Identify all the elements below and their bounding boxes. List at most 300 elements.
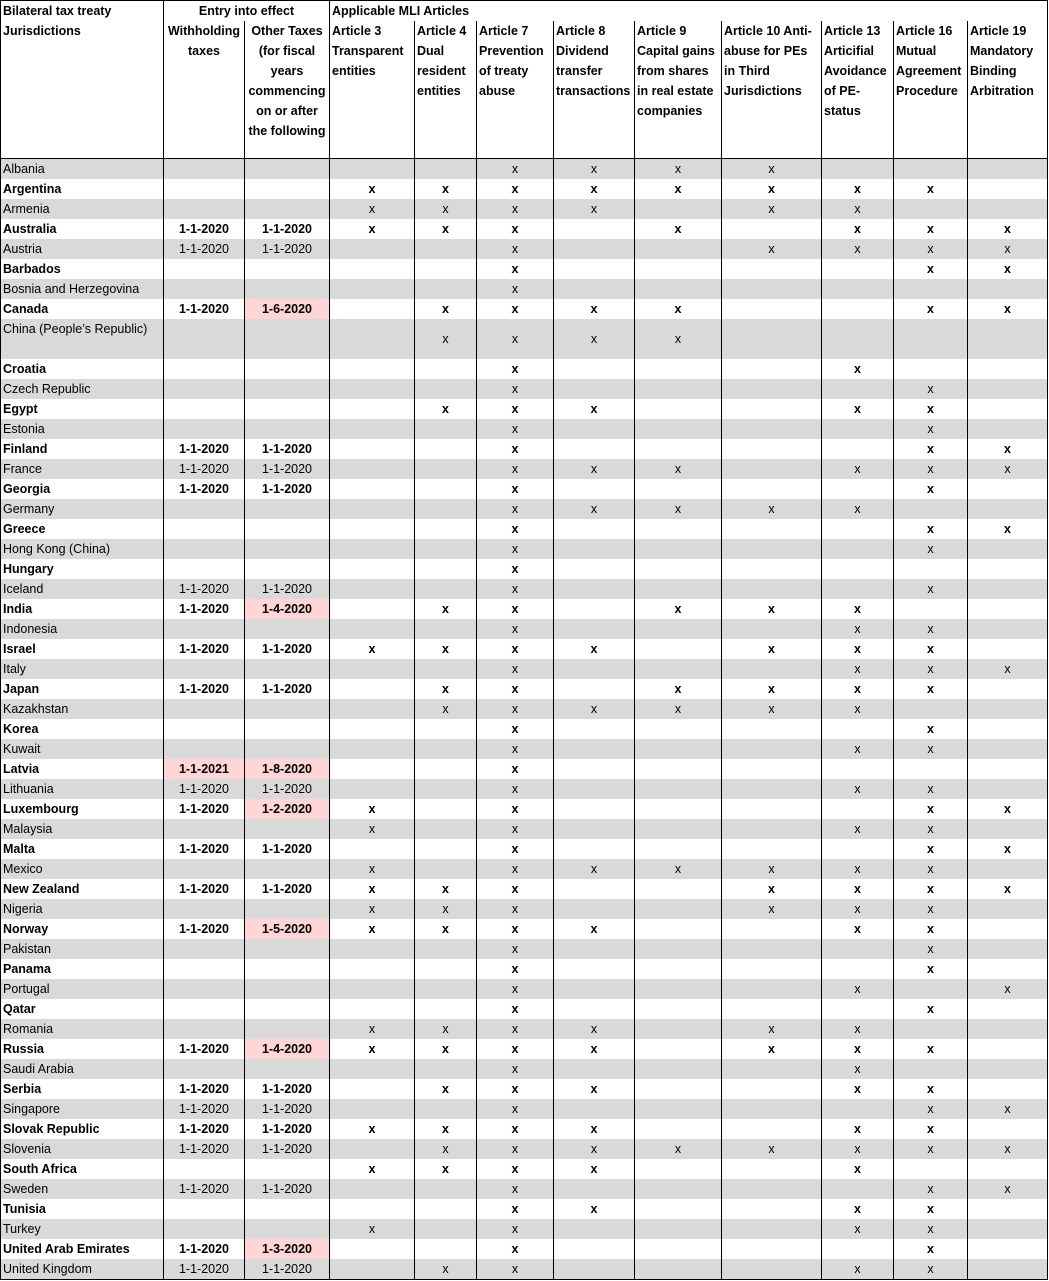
jurisdiction-name: Singapore xyxy=(1,1099,164,1119)
jurisdiction-name: United Arab Emirates xyxy=(1,1239,164,1259)
withholding-date: 1-1-2020 xyxy=(164,839,245,859)
article-3-mark: x xyxy=(477,639,554,659)
article-2-mark: x xyxy=(415,1019,477,1039)
article-4-mark xyxy=(554,1219,635,1239)
article-7-mark: x xyxy=(822,619,894,639)
article-1-mark xyxy=(330,379,415,399)
withholding-date xyxy=(164,719,245,739)
jurisdiction-name: Saudi Arabia xyxy=(1,1059,164,1079)
article-7-mark: x xyxy=(822,1059,894,1079)
article-2-mark xyxy=(415,359,477,379)
article-5-mark xyxy=(635,1219,722,1239)
article-9-mark xyxy=(968,319,1048,359)
article-8-mark xyxy=(894,1019,968,1039)
article-3-mark: x xyxy=(477,1079,554,1099)
article-6-mark xyxy=(722,919,822,939)
article-4-mark: x xyxy=(554,699,635,719)
jurisdiction-name: India xyxy=(1,599,164,619)
article-2-mark xyxy=(415,159,477,180)
article-5-mark: x xyxy=(635,499,722,519)
article-2-mark xyxy=(415,1219,477,1239)
article-5-mark xyxy=(635,359,722,379)
article-5-mark: x xyxy=(635,319,722,359)
header-article-3: Article 7 Prevention of treaty abuse xyxy=(477,21,554,159)
withholding-date xyxy=(164,259,245,279)
article-4-mark xyxy=(554,219,635,239)
article-3-mark: x xyxy=(477,999,554,1019)
header-article-6: Article 10 Anti-abuse for PEs in Third Jurisdictions xyxy=(722,21,822,159)
other-taxes-date: 1-1-2020 xyxy=(245,219,330,239)
article-9-mark: x xyxy=(968,459,1048,479)
article-7-mark: x xyxy=(822,1019,894,1039)
other-taxes-date: 1-1-2020 xyxy=(245,1139,330,1159)
article-7-mark: x xyxy=(822,1039,894,1059)
article-6-mark xyxy=(722,1239,822,1259)
article-8-mark: x xyxy=(894,839,968,859)
article-2-mark: x xyxy=(415,319,477,359)
jurisdiction-name: Portugal xyxy=(1,979,164,999)
article-4-mark: x xyxy=(554,159,635,180)
withholding-date: 1-1-2020 xyxy=(164,1119,245,1139)
article-8-mark xyxy=(894,699,968,719)
article-1-mark xyxy=(330,159,415,180)
article-6-mark: x xyxy=(722,159,822,180)
article-8-mark: x xyxy=(894,879,968,899)
article-8-mark: x xyxy=(894,479,968,499)
article-3-mark: x xyxy=(477,879,554,899)
article-4-mark xyxy=(554,259,635,279)
article-1-mark xyxy=(330,279,415,299)
article-3-mark: x xyxy=(477,299,554,319)
header-withholding-taxes: Withholding taxes xyxy=(164,21,245,159)
article-6-mark xyxy=(722,619,822,639)
article-3-mark: x xyxy=(477,1199,554,1219)
article-3-mark: x xyxy=(477,779,554,799)
other-taxes-date xyxy=(245,279,330,299)
jurisdiction-name: Romania xyxy=(1,1019,164,1039)
withholding-date xyxy=(164,979,245,999)
article-6-mark xyxy=(722,1119,822,1139)
article-7-mark xyxy=(822,439,894,459)
article-3-mark: x xyxy=(477,619,554,639)
jurisdiction-name: Korea xyxy=(1,719,164,739)
jurisdiction-name: Malta xyxy=(1,839,164,859)
other-taxes-date xyxy=(245,899,330,919)
jurisdiction-name: Japan xyxy=(1,679,164,699)
article-1-mark xyxy=(330,579,415,599)
article-4-mark xyxy=(554,839,635,859)
article-7-mark: x xyxy=(822,779,894,799)
article-7-mark: x xyxy=(822,1159,894,1179)
other-taxes-date xyxy=(245,659,330,679)
jurisdiction-name: Panama xyxy=(1,959,164,979)
article-9-mark: x xyxy=(968,839,1048,859)
article-5-mark xyxy=(635,659,722,679)
table-row xyxy=(1,459,1048,479)
other-taxes-date xyxy=(245,699,330,719)
article-9-mark xyxy=(968,399,1048,419)
article-8-mark: x xyxy=(894,459,968,479)
article-6-mark xyxy=(722,1199,822,1219)
article-7-mark xyxy=(822,759,894,779)
article-4-mark: x xyxy=(554,1139,635,1159)
other-taxes-date xyxy=(245,1019,330,1039)
article-3-mark: x xyxy=(477,319,554,359)
article-1-mark: x xyxy=(330,859,415,879)
article-6-mark xyxy=(722,839,822,859)
article-4-mark xyxy=(554,1059,635,1079)
article-2-mark xyxy=(415,739,477,759)
article-4-mark xyxy=(554,899,635,919)
other-taxes-date: 1-1-2020 xyxy=(245,779,330,799)
article-7-mark: x xyxy=(822,239,894,259)
header-jurisdictions: Jurisdictions xyxy=(1,21,164,159)
article-9-mark: x xyxy=(968,979,1048,999)
article-7-mark: x xyxy=(822,859,894,879)
article-1-mark xyxy=(330,439,415,459)
header-article-5: Article 9 Capital gains from shares in real estate companies xyxy=(635,21,722,159)
jurisdiction-name: Slovenia xyxy=(1,1139,164,1159)
article-1-mark xyxy=(330,539,415,559)
article-8-mark xyxy=(894,1159,968,1179)
article-1-mark xyxy=(330,1199,415,1219)
article-5-mark xyxy=(635,899,722,919)
article-6-mark xyxy=(722,659,822,679)
article-7-mark: x xyxy=(822,1219,894,1239)
article-3-mark: x xyxy=(477,239,554,259)
table-row xyxy=(1,779,1048,799)
article-1-mark xyxy=(330,979,415,999)
table-row xyxy=(1,439,1048,459)
withholding-date xyxy=(164,859,245,879)
withholding-date xyxy=(164,1059,245,1079)
article-1-mark: x xyxy=(330,1039,415,1059)
article-8-mark: x xyxy=(894,239,968,259)
article-4-mark xyxy=(554,599,635,619)
article-9-mark xyxy=(968,479,1048,499)
other-taxes-date: 1-6-2020 xyxy=(245,299,330,319)
withholding-date: 1-1-2020 xyxy=(164,219,245,239)
article-2-mark xyxy=(415,1199,477,1219)
other-taxes-date xyxy=(245,1219,330,1239)
article-8-mark: x xyxy=(894,919,968,939)
jurisdiction-name: Austria xyxy=(1,239,164,259)
article-9-mark xyxy=(968,639,1048,659)
article-9-mark xyxy=(968,859,1048,879)
article-2-mark: x xyxy=(415,1079,477,1099)
withholding-date xyxy=(164,1159,245,1179)
article-5-mark: x xyxy=(635,599,722,619)
article-6-mark xyxy=(722,439,822,459)
article-7-mark: x xyxy=(822,179,894,199)
table-row xyxy=(1,679,1048,699)
article-1-mark: x xyxy=(330,899,415,919)
article-7-mark: x xyxy=(822,919,894,939)
article-3-mark: x xyxy=(477,179,554,199)
article-9-mark: x xyxy=(968,659,1048,679)
table-row xyxy=(1,299,1048,319)
article-9-mark xyxy=(968,359,1048,379)
jurisdiction-name: Qatar xyxy=(1,999,164,1019)
article-1-mark: x xyxy=(330,219,415,239)
article-7-mark xyxy=(822,1239,894,1259)
article-5-mark xyxy=(635,979,722,999)
article-9-mark xyxy=(968,939,1048,959)
other-taxes-date: 1-1-2020 xyxy=(245,679,330,699)
article-8-mark: x xyxy=(894,939,968,959)
article-1-mark xyxy=(330,1099,415,1119)
article-5-mark xyxy=(635,959,722,979)
article-1-mark: x xyxy=(330,639,415,659)
other-taxes-date: 1-1-2020 xyxy=(245,459,330,479)
article-8-mark: x xyxy=(894,579,968,599)
article-4-mark: x xyxy=(554,919,635,939)
withholding-date: 1-1-2020 xyxy=(164,799,245,819)
article-1-mark xyxy=(330,939,415,959)
other-taxes-date xyxy=(245,539,330,559)
jurisdiction-name: Armenia xyxy=(1,199,164,219)
article-2-mark xyxy=(415,819,477,839)
article-4-mark: x xyxy=(554,459,635,479)
jurisdiction-name: Latvia xyxy=(1,759,164,779)
article-4-mark xyxy=(554,739,635,759)
article-8-mark xyxy=(894,979,968,999)
withholding-date xyxy=(164,1019,245,1039)
jurisdiction-name: Malaysia xyxy=(1,819,164,839)
article-9-mark xyxy=(968,619,1048,639)
other-taxes-date xyxy=(245,719,330,739)
article-1-mark xyxy=(330,1239,415,1259)
article-5-mark xyxy=(635,1179,722,1199)
article-9-mark xyxy=(968,1119,1048,1139)
article-9-mark xyxy=(968,179,1048,199)
article-1-mark: x xyxy=(330,179,415,199)
article-9-mark: x xyxy=(968,1179,1048,1199)
article-5-mark xyxy=(635,239,722,259)
article-6-mark: x xyxy=(722,239,822,259)
other-taxes-date: 1-4-2020 xyxy=(245,1039,330,1059)
article-9-mark xyxy=(968,559,1048,579)
article-6-mark: x xyxy=(722,699,822,719)
article-6-mark xyxy=(722,979,822,999)
table-row xyxy=(1,959,1048,979)
article-9-mark xyxy=(968,1219,1048,1239)
article-6-mark xyxy=(722,459,822,479)
article-8-mark xyxy=(894,599,968,619)
article-7-mark xyxy=(822,279,894,299)
other-taxes-date: 1-1-2020 xyxy=(245,579,330,599)
article-8-mark: x xyxy=(894,1099,968,1119)
article-4-mark: x xyxy=(554,1119,635,1139)
table-row xyxy=(1,199,1048,219)
article-4-mark: x xyxy=(554,179,635,199)
withholding-date xyxy=(164,199,245,219)
header-bilateral-treaty: Bilateral tax treaty xyxy=(1,1,164,22)
withholding-date xyxy=(164,959,245,979)
other-taxes-date xyxy=(245,379,330,399)
table-row xyxy=(1,1239,1048,1259)
article-5-mark xyxy=(635,719,722,739)
table-row xyxy=(1,499,1048,519)
article-7-mark xyxy=(822,319,894,359)
article-4-mark xyxy=(554,539,635,559)
article-2-mark xyxy=(415,419,477,439)
article-5-mark xyxy=(635,839,722,859)
article-6-mark xyxy=(722,299,822,319)
article-3-mark: x xyxy=(477,439,554,459)
article-5-mark xyxy=(635,199,722,219)
withholding-date xyxy=(164,699,245,719)
other-taxes-date xyxy=(245,1199,330,1219)
article-7-mark: x xyxy=(822,599,894,619)
article-9-mark: x xyxy=(968,1099,1048,1119)
table-row xyxy=(1,1019,1048,1039)
article-4-mark xyxy=(554,559,635,579)
header-other-taxes: Other Taxes (for fiscal years commencing on or after the following xyxy=(245,21,330,159)
article-3-mark: x xyxy=(477,399,554,419)
article-9-mark: x xyxy=(968,239,1048,259)
withholding-date xyxy=(164,539,245,559)
jurisdiction-name: Bosnia and Herzegovina xyxy=(1,279,164,299)
jurisdiction-name: Serbia xyxy=(1,1079,164,1099)
other-taxes-date xyxy=(245,859,330,879)
jurisdiction-name: Nigeria xyxy=(1,899,164,919)
article-7-mark: x xyxy=(822,659,894,679)
other-taxes-date: 1-5-2020 xyxy=(245,919,330,939)
article-9-mark xyxy=(968,759,1048,779)
article-1-mark xyxy=(330,699,415,719)
article-3-mark: x xyxy=(477,839,554,859)
article-8-mark: x xyxy=(894,1039,968,1059)
article-6-mark xyxy=(722,939,822,959)
article-5-mark xyxy=(635,259,722,279)
article-8-mark xyxy=(894,359,968,379)
table-row xyxy=(1,639,1048,659)
article-7-mark xyxy=(822,479,894,499)
withholding-date xyxy=(164,939,245,959)
article-4-mark xyxy=(554,579,635,599)
article-6-mark xyxy=(722,1179,822,1199)
article-8-mark: x xyxy=(894,819,968,839)
article-6-mark xyxy=(722,959,822,979)
other-taxes-date xyxy=(245,1059,330,1079)
article-8-mark: x xyxy=(894,859,968,879)
article-2-mark xyxy=(415,559,477,579)
other-taxes-date xyxy=(245,159,330,180)
article-9-mark: x xyxy=(968,1139,1048,1159)
table-row xyxy=(1,359,1048,379)
article-7-mark xyxy=(822,1099,894,1119)
article-4-mark xyxy=(554,819,635,839)
article-7-mark: x xyxy=(822,399,894,419)
withholding-date: 1-1-2020 xyxy=(164,1099,245,1119)
article-8-mark xyxy=(894,199,968,219)
jurisdiction-name: Indonesia xyxy=(1,619,164,639)
article-2-mark: x xyxy=(415,179,477,199)
article-3-mark: x xyxy=(477,819,554,839)
article-9-mark: x xyxy=(968,439,1048,459)
article-5-mark xyxy=(635,1239,722,1259)
article-9-mark xyxy=(968,959,1048,979)
article-2-mark xyxy=(415,279,477,299)
table-row xyxy=(1,319,1048,359)
article-3-mark: x xyxy=(477,939,554,959)
article-1-mark xyxy=(330,719,415,739)
jurisdiction-name: United Kingdom xyxy=(1,1259,164,1280)
article-7-mark xyxy=(822,799,894,819)
jurisdiction-name: Barbados xyxy=(1,259,164,279)
article-4-mark xyxy=(554,939,635,959)
article-9-mark xyxy=(968,1039,1048,1059)
article-8-mark: x xyxy=(894,639,968,659)
table-row xyxy=(1,1159,1048,1179)
article-4-mark xyxy=(554,519,635,539)
article-6-mark xyxy=(722,399,822,419)
article-3-mark: x xyxy=(477,219,554,239)
article-2-mark: x xyxy=(415,919,477,939)
article-3-mark: x xyxy=(477,519,554,539)
article-8-mark: x xyxy=(894,1139,968,1159)
article-7-mark xyxy=(822,1179,894,1199)
withholding-date: 1-1-2020 xyxy=(164,239,245,259)
article-1-mark xyxy=(330,239,415,259)
article-2-mark: x xyxy=(415,599,477,619)
article-3-mark: x xyxy=(477,259,554,279)
withholding-date: 1-1-2020 xyxy=(164,1079,245,1099)
article-7-mark xyxy=(822,939,894,959)
table-row xyxy=(1,1079,1048,1099)
article-3-mark: x xyxy=(477,699,554,719)
article-6-mark xyxy=(722,759,822,779)
article-5-mark xyxy=(635,1199,722,1219)
article-3-mark: x xyxy=(477,419,554,439)
article-8-mark xyxy=(894,1059,968,1079)
article-1-mark: x xyxy=(330,199,415,219)
article-8-mark: x xyxy=(894,379,968,399)
article-9-mark xyxy=(968,539,1048,559)
article-4-mark xyxy=(554,1259,635,1280)
article-7-mark: x xyxy=(822,1259,894,1280)
article-6-mark xyxy=(722,1079,822,1099)
header-article-9: Article 19 Mandatory Binding Arbitration xyxy=(968,21,1048,159)
article-8-mark: x xyxy=(894,959,968,979)
jurisdiction-name: Luxembourg xyxy=(1,799,164,819)
article-9-mark xyxy=(968,899,1048,919)
article-1-mark xyxy=(330,499,415,519)
other-taxes-date xyxy=(245,559,330,579)
table-row xyxy=(1,579,1048,599)
header-applicable-mli-articles: Applicable MLI Articles xyxy=(330,1,1048,22)
withholding-date: 1-1-2020 xyxy=(164,479,245,499)
article-3-mark: x xyxy=(477,1039,554,1059)
article-4-mark xyxy=(554,479,635,499)
article-1-mark xyxy=(330,479,415,499)
article-1-mark: x xyxy=(330,819,415,839)
table-row xyxy=(1,799,1048,819)
article-6-mark xyxy=(722,319,822,359)
article-3-mark: x xyxy=(477,1159,554,1179)
jurisdiction-name: Australia xyxy=(1,219,164,239)
other-taxes-date: 1-1-2020 xyxy=(245,1259,330,1280)
article-6-mark xyxy=(722,739,822,759)
article-6-mark xyxy=(722,1059,822,1079)
withholding-date xyxy=(164,159,245,180)
other-taxes-date: 1-8-2020 xyxy=(245,759,330,779)
header-row-sub xyxy=(1,21,1048,159)
jurisdiction-name: Norway xyxy=(1,919,164,939)
article-4-mark: x xyxy=(554,199,635,219)
article-2-mark xyxy=(415,659,477,679)
